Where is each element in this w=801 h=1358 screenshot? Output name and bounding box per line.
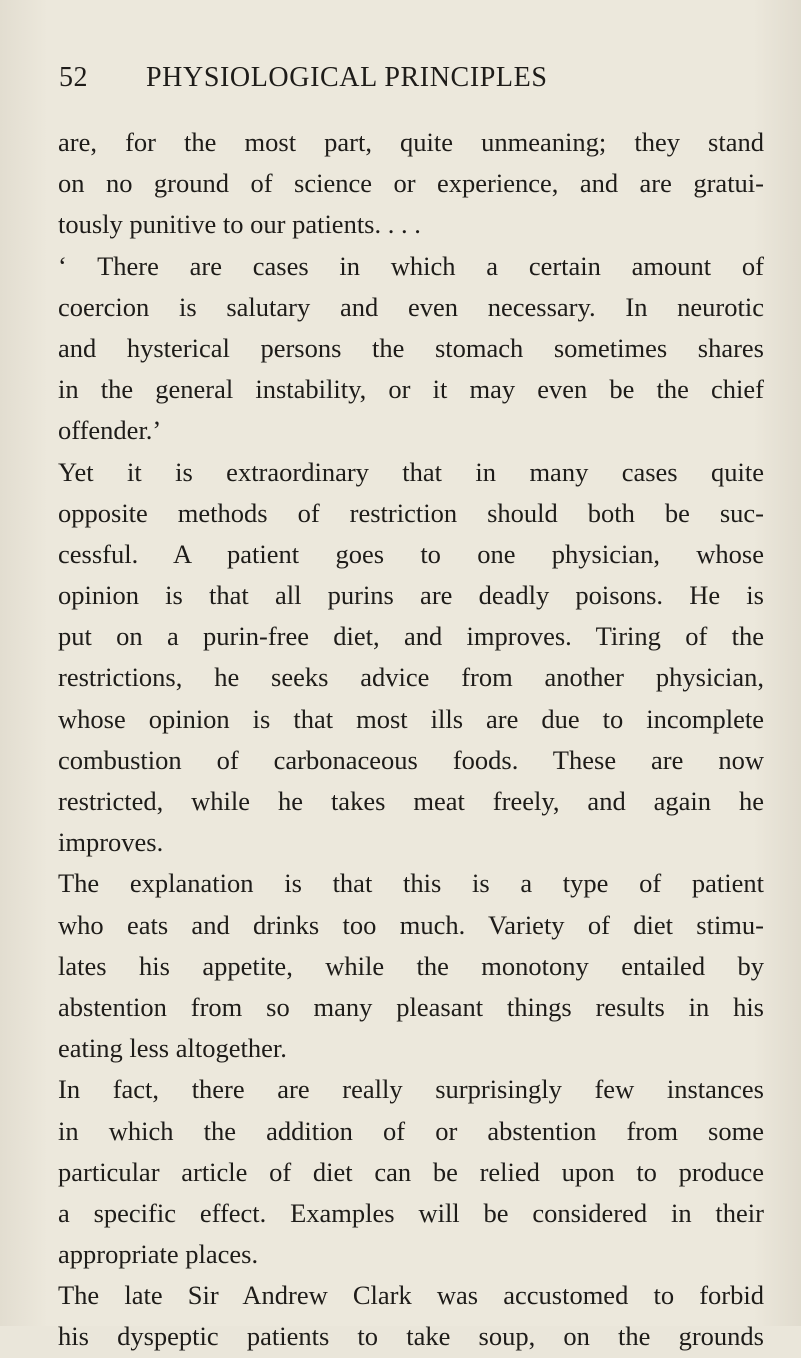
text-line: on no ground of science or experience, and are gratui- xyxy=(58,168,764,199)
text-line: lates his appetite, while the monotony entailed by xyxy=(58,950,764,981)
text-line: improves. xyxy=(58,827,164,858)
page-number: 52 xyxy=(59,62,88,93)
text-line: his dyspeptic patients to take soup, on the grounds xyxy=(58,1321,764,1352)
text-line: particular article of diet can be relied upon to produce xyxy=(58,1156,764,1187)
body-text xyxy=(58,122,764,1358)
text-line: appropriate places. xyxy=(58,1239,259,1270)
text-line: whose opinion is that most ills are due to incomplete xyxy=(58,703,764,734)
text-line: and hysterical persons the stomach sometimes shares xyxy=(58,332,764,363)
text-line: who eats and drinks too much. Variety of diet stimu- xyxy=(58,909,764,940)
text-line: In fact, there are really surprisingly few instances xyxy=(58,1074,764,1105)
text-line: restrictions, he seeks advice from another physician, xyxy=(58,662,764,693)
text-line: The explanation is that this is a type of patient xyxy=(58,868,764,899)
text-line: opinion is that all purins are deadly poisons. He is xyxy=(58,580,764,611)
text-line: cessful. A patient goes to one physician, whose xyxy=(58,538,764,569)
page-header xyxy=(0,62,801,106)
text-line: offender.’ xyxy=(58,415,162,446)
text-line: The late Sir Andrew Clark was accustomed to forbid xyxy=(58,1280,764,1311)
text-line: restricted, while he takes meat freely, and again he xyxy=(58,786,764,816)
text-line: combustion of carbonaceous foods. These are now xyxy=(58,744,764,775)
text-line: put on a purin-free diet, and improves. Tiring of the xyxy=(58,621,764,652)
text-line: coercion is salutary and even necessary. In neurotic xyxy=(58,291,764,322)
text-line: in which the addition of or abstention from some xyxy=(58,1115,764,1146)
text-line: Yet it is extraordinary that in many cases quite xyxy=(58,456,764,487)
text-line: tously punitive to our patients. . . . xyxy=(58,209,421,240)
text-line: opposite methods of restriction should both be suc- xyxy=(58,497,764,528)
running-head: PHYSIOLOGICAL PRINCIPLES xyxy=(146,62,548,93)
text-line: a specific effect. Examples will be considered in their xyxy=(58,1197,764,1228)
text-line: in the general instability, or it may even be the chief xyxy=(58,374,764,405)
text-line: ‘ There are cases in which a certain amount of xyxy=(58,250,764,281)
text-line: abstention from so many pleasant things results in his xyxy=(58,991,764,1022)
text-line: eating less altogether. xyxy=(58,1033,287,1064)
text-line: are, for the most part, quite unmeaning; they stand xyxy=(58,127,764,157)
